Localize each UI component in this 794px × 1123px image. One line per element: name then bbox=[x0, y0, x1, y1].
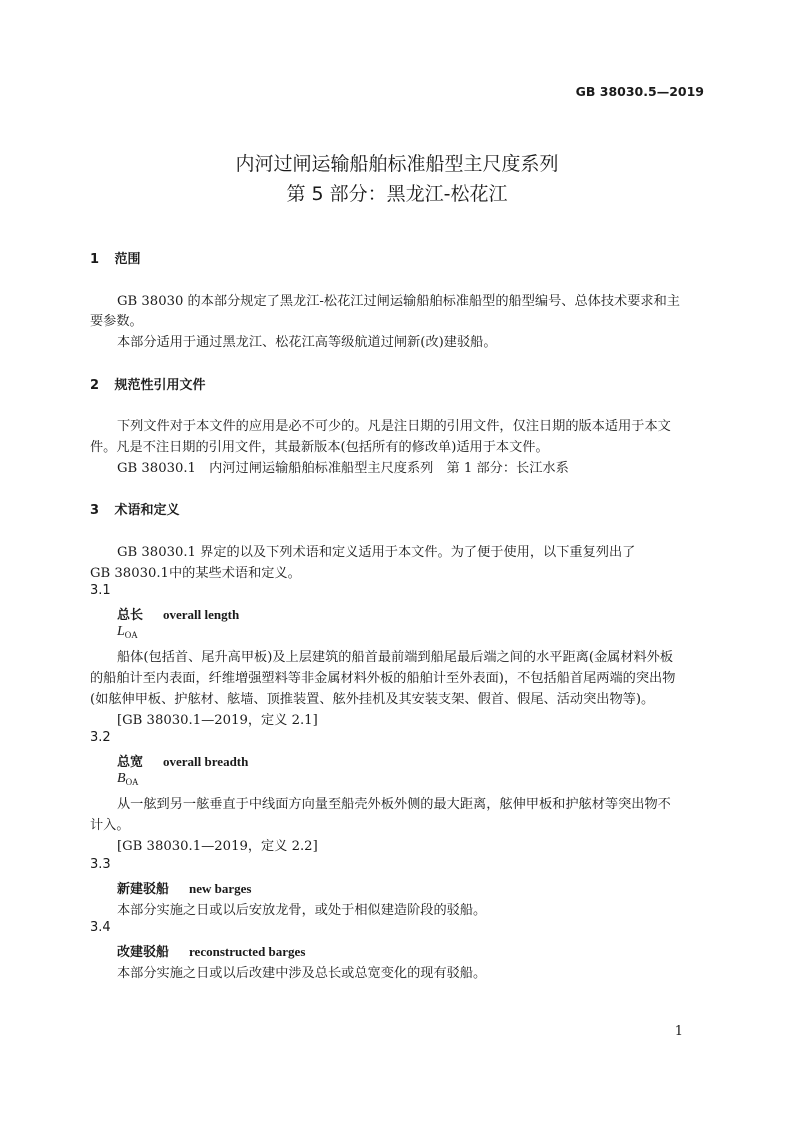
page-number: 1 bbox=[674, 1024, 683, 1039]
definition-line: 船体(包括首、尾升高甲板)及上层建筑的船首最前端到船尾最后端之间的水平距离(金属材料外板 bbox=[117, 650, 674, 665]
section-title: 范围 bbox=[114, 252, 141, 267]
term-entry bbox=[117, 878, 251, 897]
definition-line: 计入。 bbox=[90, 818, 130, 833]
paragraph-line: 件。凡是不注日期的引用文件，其最新版本(包括所有的修改单)适用于本文件。 bbox=[90, 440, 549, 455]
term-number: 3.4 bbox=[90, 920, 111, 935]
section-1-heading bbox=[90, 248, 141, 267]
definition-line: 从一舷到另一舷垂直于中线面方向量至船壳外板外侧的最大距离，舷伸甲板和护舷材等突出物不 bbox=[117, 797, 671, 812]
section-number: 2 bbox=[90, 378, 100, 393]
term-number: 3.2 bbox=[90, 730, 111, 745]
term-en: new barges bbox=[189, 881, 252, 896]
definition-line: 的船舶计至内表面，纤维增强塑料等非金属材料外板的船舶计至外表面)，不包括船首尾两端的突出物 bbox=[90, 671, 676, 686]
term-zh: 新建驳船 bbox=[117, 882, 170, 897]
section-2-heading bbox=[90, 374, 206, 393]
section-3-heading bbox=[90, 499, 180, 518]
term-number: 3.3 bbox=[90, 857, 111, 872]
term-number: 3.1 bbox=[90, 583, 111, 598]
paragraph-line: GB 38030.1中的某些术语和定义。 bbox=[90, 566, 301, 581]
paragraph-line: 本部分适用于通过黑龙江、松花江高等级航道过闸新(改)建驳船。 bbox=[117, 335, 497, 350]
term-symbol: $L_{OA}$ bbox=[117, 624, 138, 640]
section-title: 规范性引用文件 bbox=[114, 378, 206, 393]
definition-line: 本部分实施之日或以后改建中涉及总长或总宽变化的现有驳船。 bbox=[117, 966, 487, 981]
definition-line: (如舷伸甲板、护舷材、舷墙、顶推装置、舷外挂机及其安装支架、假首、假尾、活动突出物等)。 bbox=[90, 692, 655, 707]
normative-reference: GB 38030.1 内河过闸运输船舶标准船型主尺度系列 第 1 部分：长江水系 bbox=[117, 461, 569, 476]
term-zh: 改建驳船 bbox=[117, 945, 170, 960]
term-en: overall breadth bbox=[163, 754, 249, 769]
paragraph-line: 下列文件对于本文件的应用是必不可少的。凡是注日期的引用文件，仅注日期的版本适用于本文 bbox=[117, 419, 671, 434]
term-entry bbox=[117, 751, 248, 770]
paragraph-line: GB 38030 的本部分规定了黑龙江-松花江过闸运输船舶标准船型的船型编号、总体技术要求和主 bbox=[117, 294, 680, 309]
definition-line: 本部分实施之日或以后安放龙骨，或处于相似建造阶段的驳船。 bbox=[117, 903, 487, 918]
term-source: [GB 38030.1—2019，定义 2.2] bbox=[117, 839, 318, 854]
term-entry bbox=[117, 604, 239, 623]
section-title: 术语和定义 bbox=[114, 503, 180, 518]
term-zh: 总宽 bbox=[117, 755, 144, 770]
term-symbol: $B_{OA}$ bbox=[117, 771, 139, 787]
document-title-line1: 内河过闸运输船舶标准船型主尺度系列 bbox=[235, 153, 559, 175]
paragraph-line: 要参数。 bbox=[90, 314, 143, 329]
section-number: 1 bbox=[90, 252, 100, 267]
paragraph-line: GB 38030.1 界定的以及下列术语和定义适用于本文件。为了便于使用，以下重复列出了 bbox=[117, 545, 636, 560]
term-en: overall length bbox=[163, 607, 240, 622]
term-zh: 总长 bbox=[117, 608, 144, 623]
section-number: 3 bbox=[90, 503, 100, 518]
term-en: reconstructed barges bbox=[189, 944, 306, 959]
term-entry bbox=[117, 941, 305, 960]
document-title-line2: 第 5 部分：黑龙江-松花江 bbox=[286, 183, 508, 205]
standard-code: GB 38030.5—2019 bbox=[575, 84, 704, 99]
term-source: [GB 38030.1—2019，定义 2.1] bbox=[117, 713, 318, 728]
